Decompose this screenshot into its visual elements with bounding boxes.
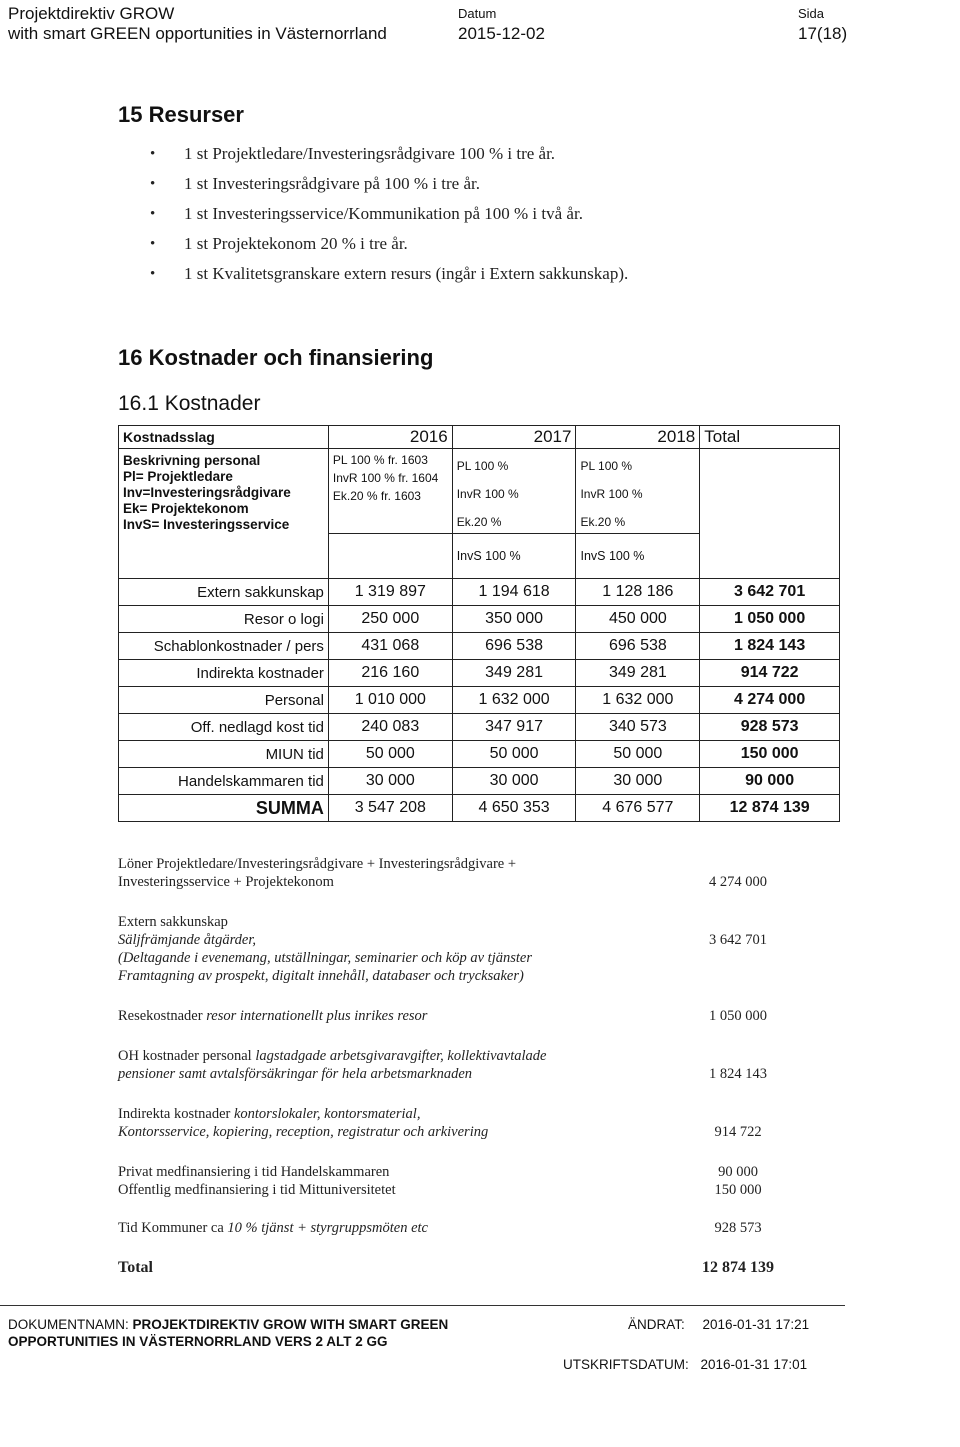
note-offentlig (118, 1181, 798, 1199)
cell-2017: 1 632 000 (452, 687, 576, 714)
staffing-item: PL 100 % fr. 1603 (332, 453, 428, 467)
invs-2017: InvS 100 % (452, 534, 576, 579)
note-value: 150 000 (714, 1182, 762, 1198)
description-line: Ek= Projektekonom (123, 501, 249, 516)
personnel-description (119, 449, 329, 579)
cell-2017: 1 194 618 (452, 579, 576, 606)
row-label-summa: SUMMA (119, 795, 329, 822)
docname-line1: PROJEKTDIREKTIV GROW WITH SMART GREEN (132, 1317, 449, 1332)
project-title (8, 4, 387, 44)
staffing-item: Ek.20 % fr. 1603 (332, 489, 421, 503)
changed-label: ÄNDRAT: (628, 1317, 685, 1332)
cell-2017: 347 917 (452, 714, 576, 741)
staffing-item: InvR 100 % fr. 1604 (332, 471, 439, 485)
cell-2016: 3 547 208 (328, 795, 452, 822)
description-line: InvS= Investeringsservice (123, 517, 290, 532)
table-row (119, 579, 840, 606)
note-text: (Deltagande i evenemang, utställningar, seminarier och köp av tjänster (118, 950, 532, 966)
staffing-2016 (328, 449, 452, 534)
note-text: lagstadgade arbetsgivaravgifter, kollektivavtalade (255, 1048, 547, 1064)
invs-2016-empty (328, 534, 452, 579)
description-line: Inv=Investeringsrådgivare (123, 485, 291, 500)
table-row (119, 606, 840, 633)
note-text: Tid Kommuner ca (118, 1220, 224, 1236)
row-label: Extern sakkunskap (119, 579, 329, 606)
project-title-line1: Projektdirektiv GROW (8, 4, 175, 23)
table-row (119, 660, 840, 687)
cell-total: 90 000 (700, 768, 840, 795)
cell-total: 4 274 000 (700, 687, 840, 714)
cell-2018: 696 538 (576, 633, 700, 660)
cell-total: 12 874 139 (700, 795, 840, 822)
changed-value: 2016-01-31 17:21 (702, 1317, 810, 1332)
list-item: • 1 st Projektekonom 20 % i tre år. (150, 233, 628, 263)
cell-2018: 450 000 (576, 606, 700, 633)
staffing-total-empty (700, 449, 840, 579)
printed-label: UTSKRIFTSDATUM: (563, 1357, 689, 1372)
cell-2016: 1 319 897 (328, 579, 452, 606)
note-value: 90 000 (718, 1164, 758, 1180)
note-value: 914 722 (714, 1124, 762, 1140)
note-text: Framtagning av prospekt, digitalt innehåll, databaser och trycksaker) (118, 968, 524, 984)
footer-divider (0, 1305, 845, 1306)
footer-printed (563, 1356, 807, 1373)
staffing-item: InvR 100 % (580, 487, 643, 501)
date-value: 2015-12-02 (458, 24, 545, 43)
column-header-2017: 2017 (452, 426, 576, 449)
printed-value: 2016-01-31 17:01 (700, 1357, 808, 1372)
cell-2016: 1 010 000 (328, 687, 452, 714)
note-text: Säljfrämjande åtgärder, (118, 932, 257, 948)
note-text: Resekostnader (118, 1008, 203, 1024)
description-line: Beskrivning personal (123, 453, 261, 468)
note-value: 928 573 (714, 1220, 762, 1236)
note-text: Extern sakkunskap (118, 914, 228, 930)
cell-total: 3 642 701 (700, 579, 840, 606)
cell-2016: 431 068 (328, 633, 452, 660)
staffing-item: Ek.20 % (456, 515, 502, 529)
subsection-heading: 16.1 Kostnader (118, 392, 261, 415)
table-row (119, 714, 840, 741)
cost-notes (118, 855, 798, 1277)
staffing-item: Ek.20 % (580, 515, 626, 529)
list-item: • 1 st Investeringsservice/Kommunikation på 100 % i två år. (150, 203, 628, 233)
resource-list (150, 143, 628, 293)
cell-2018: 4 676 577 (576, 795, 700, 822)
table-row-personnel-description (119, 449, 840, 534)
invs-2018: InvS 100 % (576, 534, 700, 579)
cell-2018: 1 128 186 (576, 579, 700, 606)
note-text: Investeringsservice + Projektekonom (118, 874, 334, 890)
cell-2016: 50 000 (328, 741, 452, 768)
cell-total: 928 573 (700, 714, 840, 741)
cell-total: 1 824 143 (700, 633, 840, 660)
cell-total: 1 050 000 (700, 606, 840, 633)
column-header-kostnadsslag: Kostnadsslag (119, 426, 329, 449)
row-label: Personal (119, 687, 329, 714)
page-label: Sida (798, 6, 825, 21)
docname-label: DOKUMENTNAMN: (8, 1317, 129, 1332)
staffing-item: PL 100 % (456, 459, 509, 473)
row-label: Off. nedlagd kost tid (119, 714, 329, 741)
note-indirekta (118, 1105, 798, 1141)
cell-total: 150 000 (700, 741, 840, 768)
cell-2018: 50 000 (576, 741, 700, 768)
list-item: • 1 st Investeringsrådgivare på 100 % i tre år. (150, 173, 628, 203)
note-resekostnader (118, 1007, 798, 1025)
note-text: OH kostnader personal (118, 1048, 252, 1064)
cell-total: 914 722 (700, 660, 840, 687)
cell-2018: 349 281 (576, 660, 700, 687)
table-header-row (119, 426, 840, 449)
row-label: Resor o logi (119, 606, 329, 633)
section-heading-resurser: 15 Resurser (118, 102, 244, 127)
note-value: 1 050 000 (709, 1008, 767, 1024)
note-text: Privat medfinansiering i tid Handelskammaren (118, 1164, 390, 1180)
cell-2017: 50 000 (452, 741, 576, 768)
table-row (119, 741, 840, 768)
note-text: kontorslokaler, kontorsmaterial, (233, 1106, 421, 1122)
date-block (458, 4, 545, 44)
staffing-2018 (576, 449, 700, 534)
project-title-line2: with smart GREEN opportunities in Västernorrland (8, 24, 387, 43)
note-kommuner (118, 1219, 798, 1237)
note-text: Offentlig medfinansiering i tid Mittuniversitetet (118, 1182, 396, 1198)
cell-2016: 216 160 (328, 660, 452, 687)
footer-changed (628, 1316, 809, 1333)
cell-2017: 349 281 (452, 660, 576, 687)
note-text: Kontorsservice, kopiering, reception, registratur och arkivering (118, 1124, 489, 1140)
staffing-item: InvR 100 % (456, 487, 519, 501)
cell-2018: 340 573 (576, 714, 700, 741)
note-oh (118, 1047, 798, 1083)
row-label: Handelskammaren tid (119, 768, 329, 795)
section-heading-kostnader: 16 Kostnader och finansiering (118, 345, 434, 370)
note-value: 1 824 143 (709, 1066, 767, 1082)
note-text: Löner Projektledare/Investeringsrådgivare + Investeringsrådgivare + (118, 856, 517, 872)
cell-2017: 4 650 353 (452, 795, 576, 822)
note-total (118, 1259, 798, 1277)
cell-2018: 30 000 (576, 768, 700, 795)
row-label: Schablonkostnader / pers (119, 633, 329, 660)
note-privat (118, 1163, 798, 1181)
note-text: pensioner samt avtalsförsäkringar för hela arbetsmarknaden (118, 1066, 473, 1082)
footer-docname (8, 1316, 508, 1350)
staffing-2017 (452, 449, 576, 534)
table-row-summa (119, 795, 840, 822)
table-row (119, 633, 840, 660)
note-total-value: 12 874 139 (702, 1259, 774, 1276)
cell-2017: 696 538 (452, 633, 576, 660)
table-row (119, 687, 840, 714)
staffing-item: PL 100 % (580, 459, 633, 473)
cell-2018: 1 632 000 (576, 687, 700, 714)
table-row (119, 768, 840, 795)
cell-2017: 30 000 (452, 768, 576, 795)
cell-2016: 250 000 (328, 606, 452, 633)
docname-line2: OPPORTUNITIES IN VÄSTERNORRLAND VERS 2 ALT 2 GG (8, 1334, 388, 1349)
column-header-2016: 2016 (328, 426, 452, 449)
row-label: Indirekta kostnader (119, 660, 329, 687)
page-number: 17(18) (798, 24, 848, 43)
description-line: Pl= Projektledare (123, 469, 233, 484)
note-value: 4 274 000 (709, 874, 767, 890)
note-text: Indirekta kostnader (118, 1106, 231, 1122)
cost-table (118, 425, 840, 822)
page-block (798, 4, 847, 44)
cell-2016: 240 083 (328, 714, 452, 741)
list-item: • 1 st Projektledare/Investeringsrådgivare 100 % i tre år. (150, 143, 628, 173)
note-loner (118, 855, 798, 891)
row-label: MIUN tid (119, 741, 329, 768)
list-item: • 1 st Kvalitetsgranskare extern resurs (ingår i Extern sakkunskap). (150, 263, 628, 293)
note-total-label: Total (118, 1259, 153, 1276)
cell-2017: 350 000 (452, 606, 576, 633)
note-value: 3 642 701 (709, 932, 767, 948)
column-header-2018: 2018 (576, 426, 700, 449)
cell-2016: 30 000 (328, 768, 452, 795)
note-text: resor internationellt plus inrikes resor (206, 1008, 428, 1024)
date-label: Datum (458, 6, 497, 21)
column-header-total: Total (700, 426, 840, 449)
note-text: 10 % tjänst + styrgruppsmöten etc (227, 1220, 428, 1236)
note-extern (118, 913, 798, 985)
